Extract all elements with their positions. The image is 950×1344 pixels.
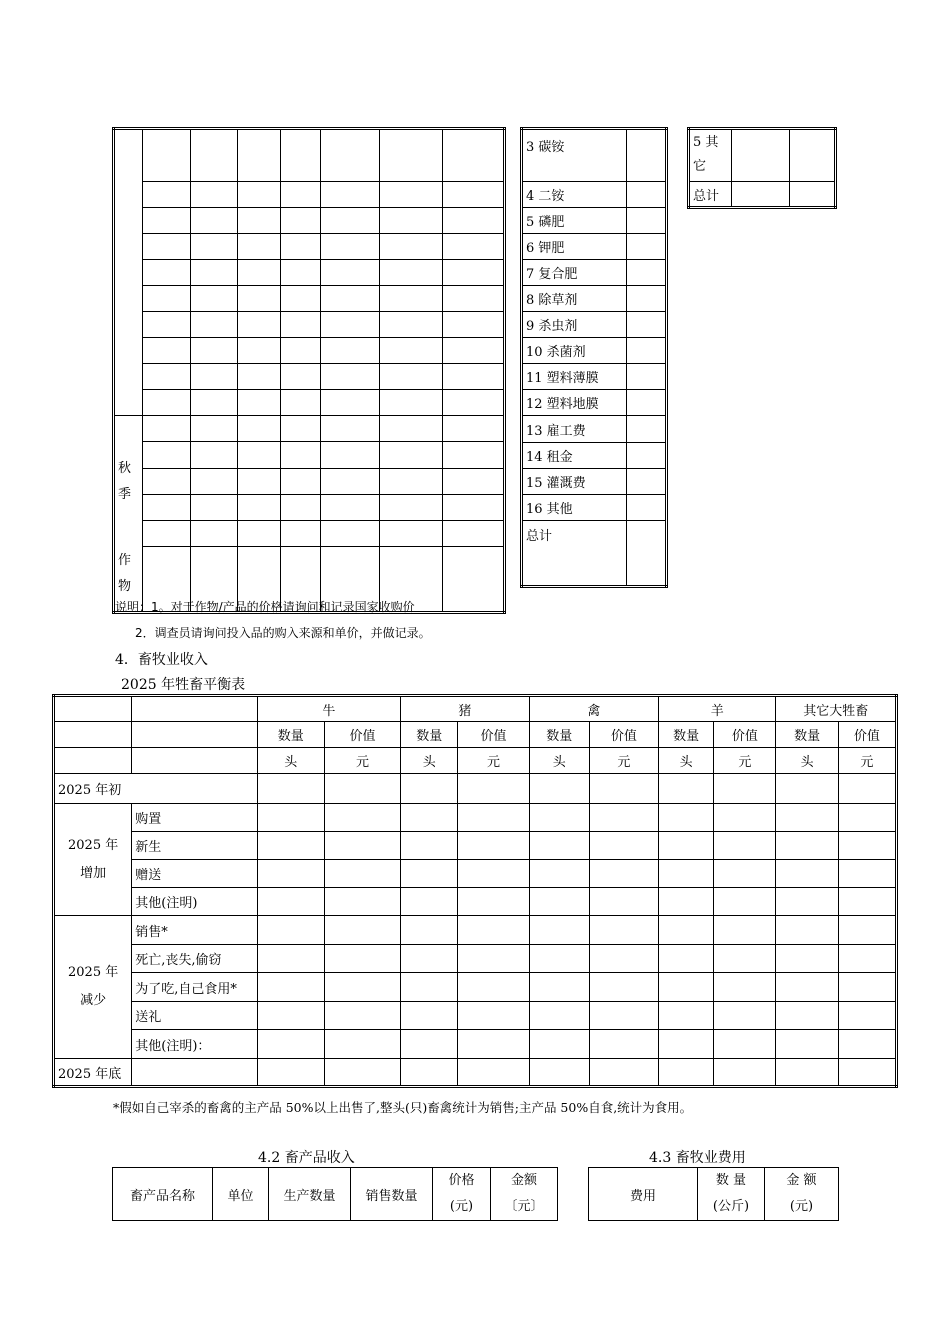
amount-header-line1: 金额 [510, 1173, 537, 1188]
qty-header: 数量 [659, 722, 714, 748]
unit-label: 元 [714, 748, 776, 774]
decrease-item: 其他(注明)： [132, 1030, 257, 1059]
animal-header: 羊 [659, 696, 776, 722]
input-item-label: 16 其他 [522, 495, 627, 521]
animal-header: 禽 [529, 696, 658, 722]
input-item-label: 14 租金 [522, 443, 627, 469]
unit-label: 元 [324, 748, 400, 774]
livestock-footnote: *假如自己宰杀的畜禽的主产品 50%以上出售了,整头(只)畜禽统计为销售;主产品 50%自食,统计为食用。 [113, 1100, 693, 1115]
decrease-item: 送礼 [132, 1002, 257, 1030]
decrease-label-line1: 2025 年 [68, 965, 119, 980]
income-header: 单位 [213, 1168, 269, 1221]
cost-amount-line1: 金 额 [786, 1173, 817, 1188]
cost-qty-line1: 数 量 [715, 1173, 747, 1188]
input-total-label: 总计 [522, 521, 627, 587]
cost-amount-line2: (元) [789, 1199, 814, 1214]
qty-header: 数量 [776, 722, 838, 748]
unit-label: 元 [838, 748, 896, 774]
decrease-group-label [54, 916, 132, 1059]
livestock-table-title: 2025 年牲畜平衡表 [121, 677, 246, 693]
value-header: 价值 [324, 722, 400, 748]
row-label-end: 2025 年底 [54, 1059, 132, 1087]
other-table [687, 127, 837, 209]
livestock-balance-table [52, 694, 898, 1088]
livestock-product-income-table [112, 1167, 558, 1221]
note-line-1: 说明：1。对于作物/产品的价格请询问和记录国家收购价 [115, 600, 415, 614]
value-header: 价值 [838, 722, 896, 748]
price-header [433, 1168, 491, 1221]
price-header-line1: 价格 [448, 1173, 475, 1188]
income-title: 4.2 畜产品收入 [258, 1150, 355, 1166]
decrease-item: 为了吃,自己食用* [132, 973, 257, 1002]
amount-header-line2: 〔元〕 [504, 1199, 544, 1214]
season-char: 季 [118, 487, 132, 502]
livestock-cost-table [588, 1167, 839, 1221]
unit-label: 头 [257, 748, 324, 774]
cost-title: 4.3 畜牧业费用 [649, 1150, 746, 1166]
input-item-label: 15 灌溉费 [522, 469, 627, 495]
crop-table [112, 127, 506, 614]
input-item-label: 11 塑料薄膜 [522, 364, 627, 390]
cost-amount-header [765, 1168, 839, 1221]
animal-header: 猪 [401, 696, 529, 722]
section-heading: 4．畜牧业收入 [115, 652, 208, 668]
note-line-2: 2．调查员请询问投入品的购入来源和单价，并做记录。 [135, 626, 431, 640]
other-label-line2: 它 [693, 159, 707, 174]
value-header: 价值 [714, 722, 776, 748]
price-header-line2: (元) [449, 1199, 474, 1214]
increase-item: 新生 [132, 832, 257, 860]
unit-label: 头 [529, 748, 589, 774]
input-item-label: 6 钾肥 [522, 234, 627, 260]
cost-qty-line2: (公斤) [712, 1199, 750, 1214]
row-label-start: 2025 年初 [54, 774, 258, 804]
season-char: 作 [118, 553, 132, 568]
income-header: 销售数量 [351, 1168, 433, 1221]
increase-item: 赠送 [132, 860, 257, 888]
input-item-label: 7 复合肥 [522, 260, 627, 286]
unit-label: 元 [458, 748, 529, 774]
animal-header: 其它大牲畜 [776, 696, 897, 722]
input-item-label: 12 塑料地膜 [522, 390, 627, 416]
crop-season-cell-spring [114, 129, 143, 416]
input-item-label: 3 碳铵 [522, 129, 627, 182]
income-header: 畜产品名称 [113, 1168, 213, 1221]
unit-label: 头 [401, 748, 458, 774]
input-item-label: 10 杀菌剂 [522, 338, 627, 364]
decrease-item: 销售* [132, 916, 257, 945]
other-label-line1: 5 其 [693, 135, 719, 150]
increase-item: 其他(注明) [132, 888, 257, 916]
qty-header: 数量 [529, 722, 589, 748]
input-item-label: 13 雇工费 [522, 416, 627, 443]
other-label [689, 129, 732, 182]
increase-label-line2: 增加 [80, 865, 107, 881]
income-header: 生产数量 [269, 1168, 351, 1221]
increase-group-label [54, 804, 132, 916]
decrease-item: 死亡,丧失,偷窃 [132, 945, 257, 973]
qty-header: 数量 [401, 722, 458, 748]
unit-label: 头 [659, 748, 714, 774]
inputs-table [520, 127, 668, 588]
input-item-label: 4 二铵 [522, 182, 627, 208]
input-item-label: 8 除草剂 [522, 286, 627, 312]
autumn-crop-label [114, 416, 143, 613]
value-header: 价值 [589, 722, 658, 748]
animal-header: 牛 [257, 696, 400, 722]
other-total-label: 总计 [689, 182, 732, 208]
qty-header: 数量 [257, 722, 324, 748]
increase-item: 购置 [132, 804, 257, 832]
amount-header [491, 1168, 558, 1221]
increase-label-line1: 2025 年 [68, 837, 119, 853]
unit-label: 元 [589, 748, 658, 774]
unit-label: 头 [776, 748, 838, 774]
input-item-label: 9 杀虫剂 [522, 312, 627, 338]
value-header: 价值 [458, 722, 529, 748]
cost-header: 费用 [589, 1168, 698, 1221]
cost-qty-header [698, 1168, 765, 1221]
decrease-label-line2: 减少 [80, 993, 107, 1008]
season-char: 秋 [118, 461, 132, 476]
season-char: 物 [118, 579, 132, 594]
input-item-label: 5 磷肥 [522, 208, 627, 234]
